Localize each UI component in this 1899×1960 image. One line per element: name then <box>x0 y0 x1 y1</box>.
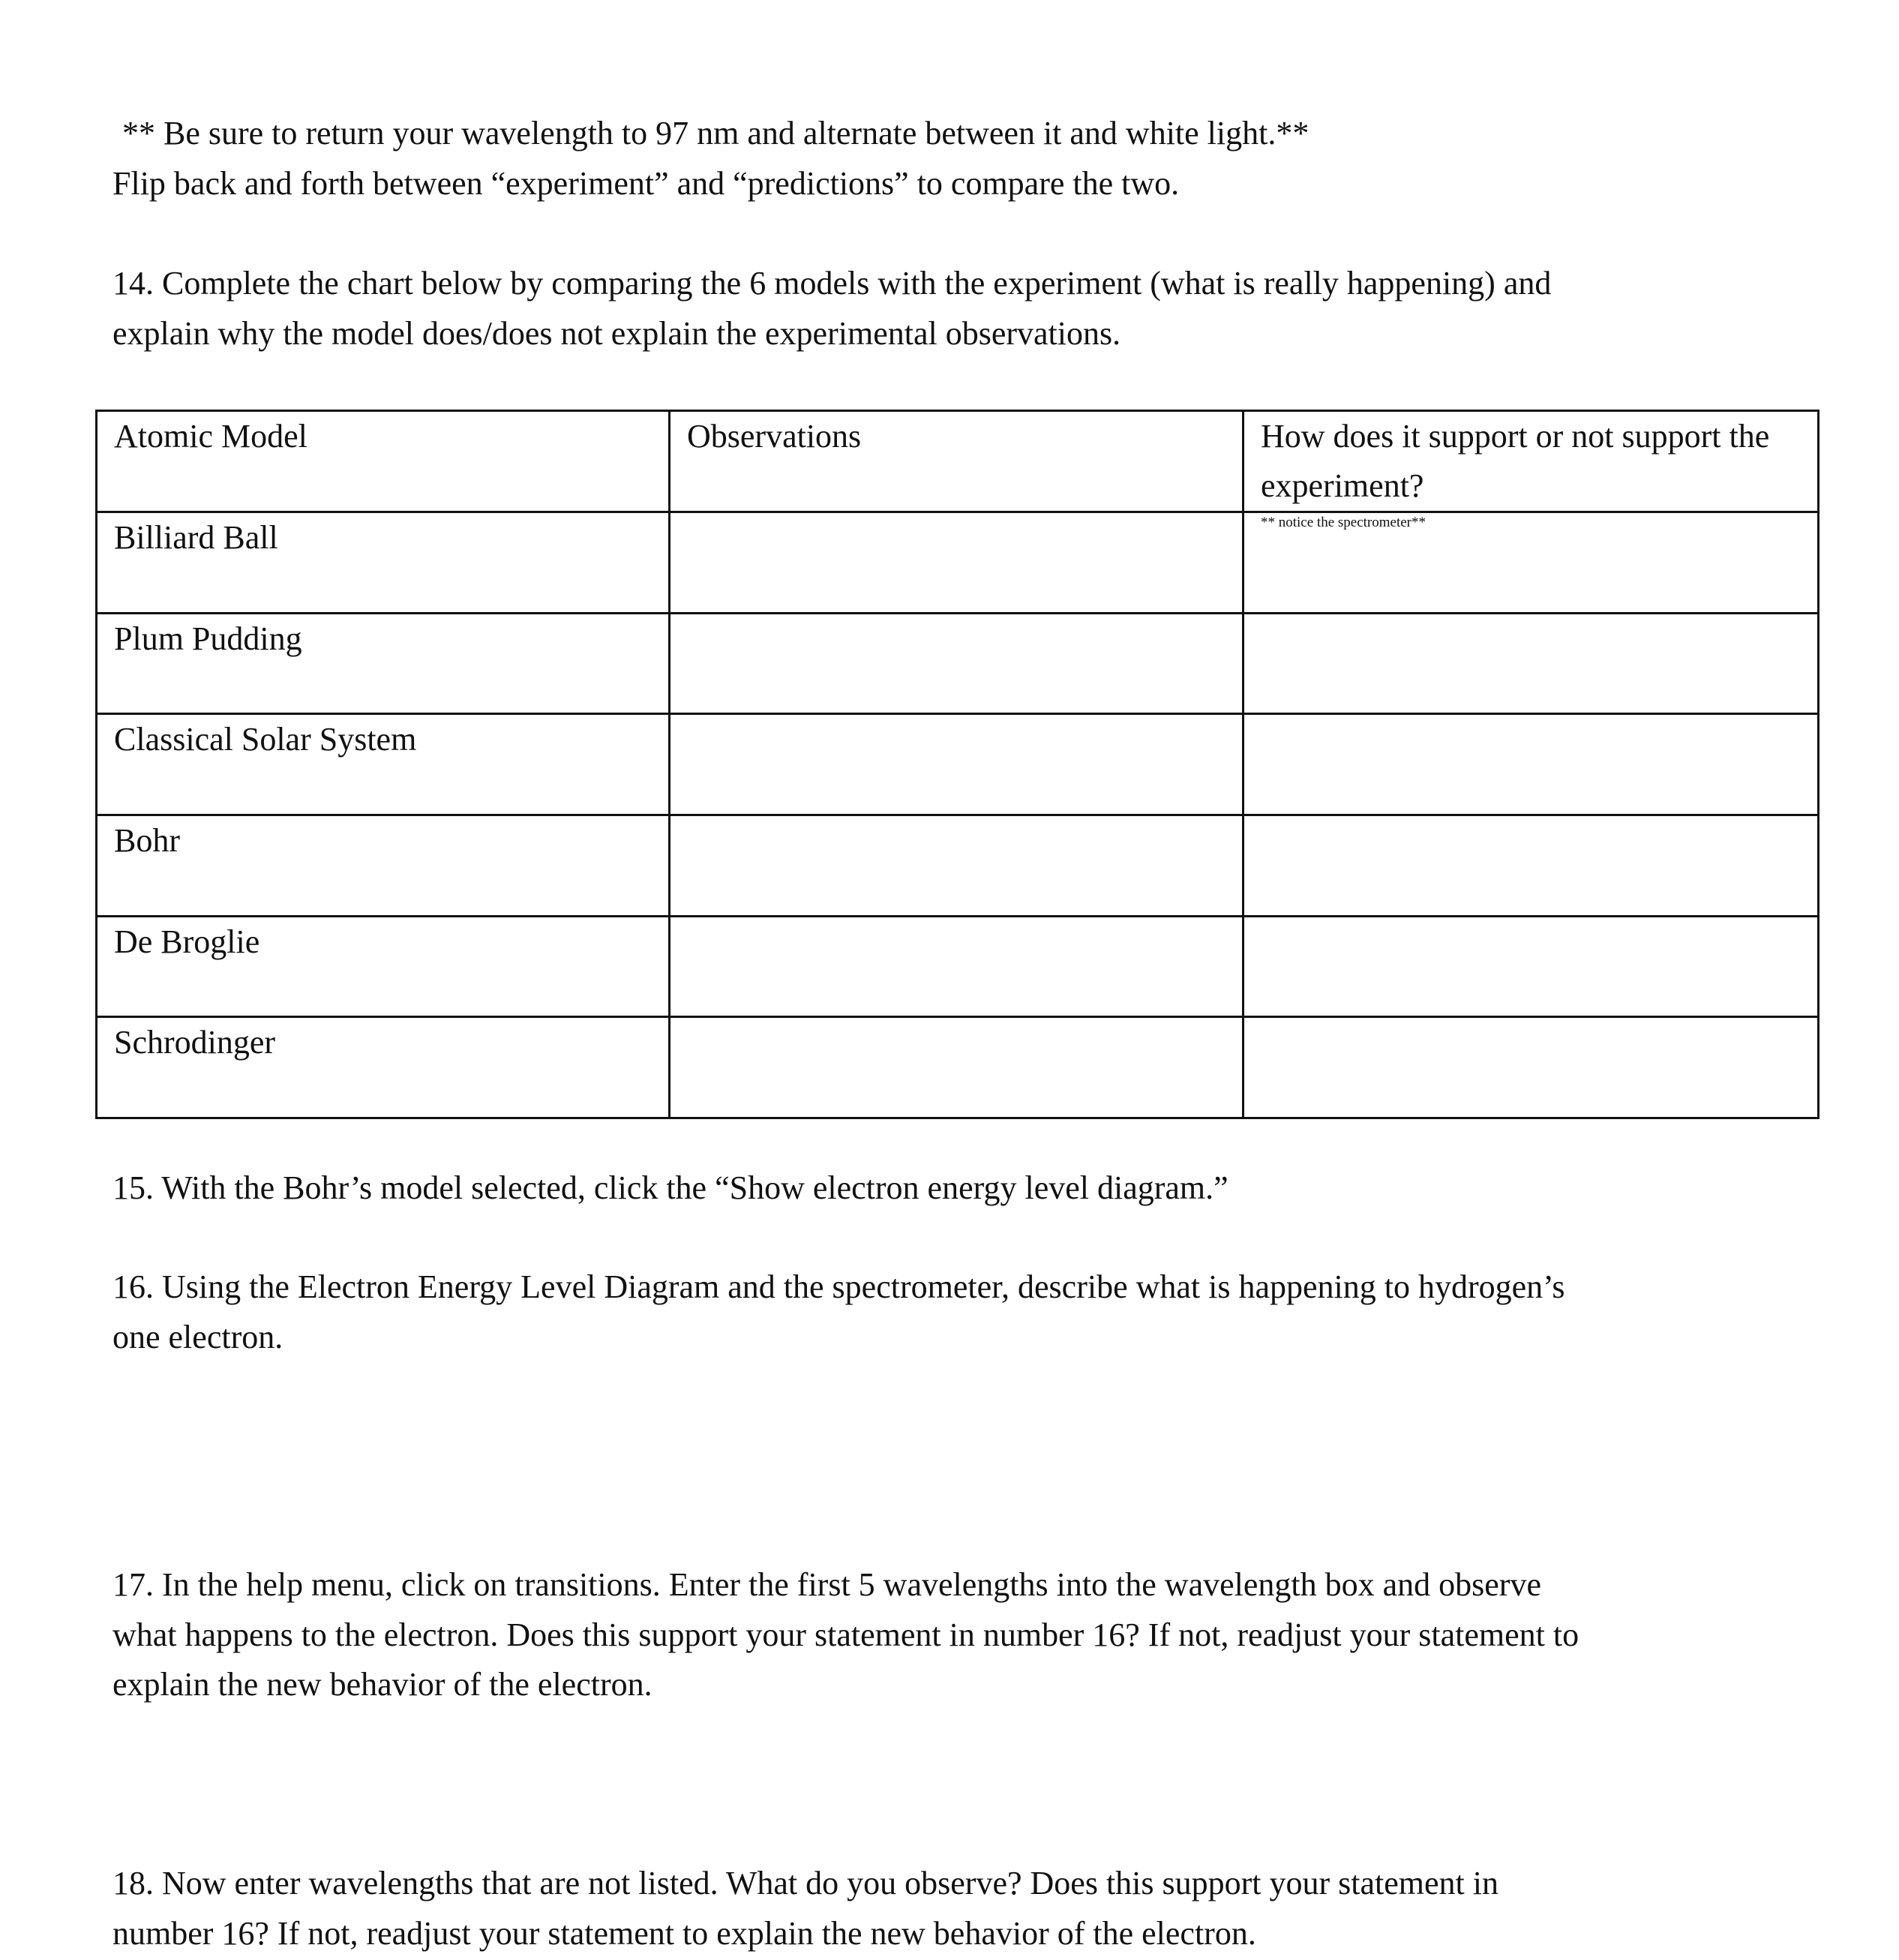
table-row <box>97 512 1819 614</box>
table-row <box>97 815 1819 917</box>
intro-line-2: Flip back and forth between “experiment” and “predictions” to compare the two. <box>112 164 1180 202</box>
observations-cell[interactable] <box>670 714 1244 815</box>
header-atomic-model: Atomic Model <box>97 411 670 512</box>
q14-line-2: explain why the model does/does not explain the experimental observations. <box>112 314 1121 352</box>
table-header-row <box>97 411 1819 512</box>
header-support: How does it support or not support the experiment? <box>1244 411 1819 512</box>
model-cell: De Broglie <box>97 917 670 1017</box>
model-cell: Schrodinger <box>97 1017 670 1118</box>
q18-line-1: 18. Now enter wavelengths that are not listed. What do you observe? Does this support your statement in <box>112 1865 1498 1901</box>
question-18 <box>112 1859 1498 1958</box>
question-15 <box>112 1163 1228 1214</box>
table-row <box>97 1017 1819 1118</box>
question-14 <box>112 259 1551 359</box>
observations-cell[interactable] <box>670 614 1244 714</box>
q17-line-1: 17. In the help menu, click on transitions. Enter the first 5 wavelengths into the wavelength box and observe <box>112 1566 1541 1603</box>
q18-line-2: number 16? If not, readjust your statement to explain the new behavior of the electron. <box>112 1914 1256 1952</box>
intro-line-1: ** Be sure to return your wavelength to 97 nm and alternate between it and white light.** <box>122 115 1310 152</box>
q16-line-2: one electron. <box>112 1318 284 1355</box>
model-cell: Bohr <box>97 815 670 917</box>
support-cell[interactable] <box>1244 512 1819 614</box>
question-17 <box>112 1560 1579 1710</box>
q16-line-1: 16. Using the Electron Energy Level Diagram and the spectrometer, describe what is happening to hydrogen’s <box>112 1268 1565 1305</box>
observations-cell[interactable] <box>670 917 1244 1017</box>
observations-cell[interactable] <box>670 815 1244 917</box>
intro-instructions <box>112 109 1309 209</box>
q17-line-3: explain the new behavior of the electron. <box>112 1666 652 1703</box>
model-cell: Plum Pudding <box>97 614 670 714</box>
question-16 <box>112 1262 1565 1362</box>
support-cell[interactable] <box>1244 917 1819 1017</box>
model-cell: Billiard Ball <box>97 512 670 614</box>
q15-line-1: 15. With the Bohr’s model selected, click the “Show electron energy level diagram.” <box>112 1169 1228 1206</box>
model-cell: Classical Solar System <box>97 714 670 815</box>
table-row <box>97 614 1819 714</box>
support-cell[interactable] <box>1244 815 1819 917</box>
observations-cell[interactable] <box>670 1017 1244 1118</box>
spectrometer-note: ** notice the spectrometer** <box>1261 515 1426 530</box>
observations-cell[interactable] <box>670 512 1244 614</box>
header-observations: Observations <box>670 411 1244 512</box>
support-cell[interactable] <box>1244 1017 1819 1118</box>
table-row <box>97 917 1819 1017</box>
table-row <box>97 714 1819 815</box>
atomic-models-table <box>95 410 1820 1119</box>
support-cell[interactable] <box>1244 714 1819 815</box>
q14-line-1: 14. Complete the chart below by comparing the 6 models with the experiment (what is really happening) and <box>112 265 1552 302</box>
q17-line-2: what happens to the electron. Does this support your statement in number 16? If not, readjust your statement to <box>112 1616 1580 1653</box>
support-cell[interactable] <box>1244 614 1819 714</box>
